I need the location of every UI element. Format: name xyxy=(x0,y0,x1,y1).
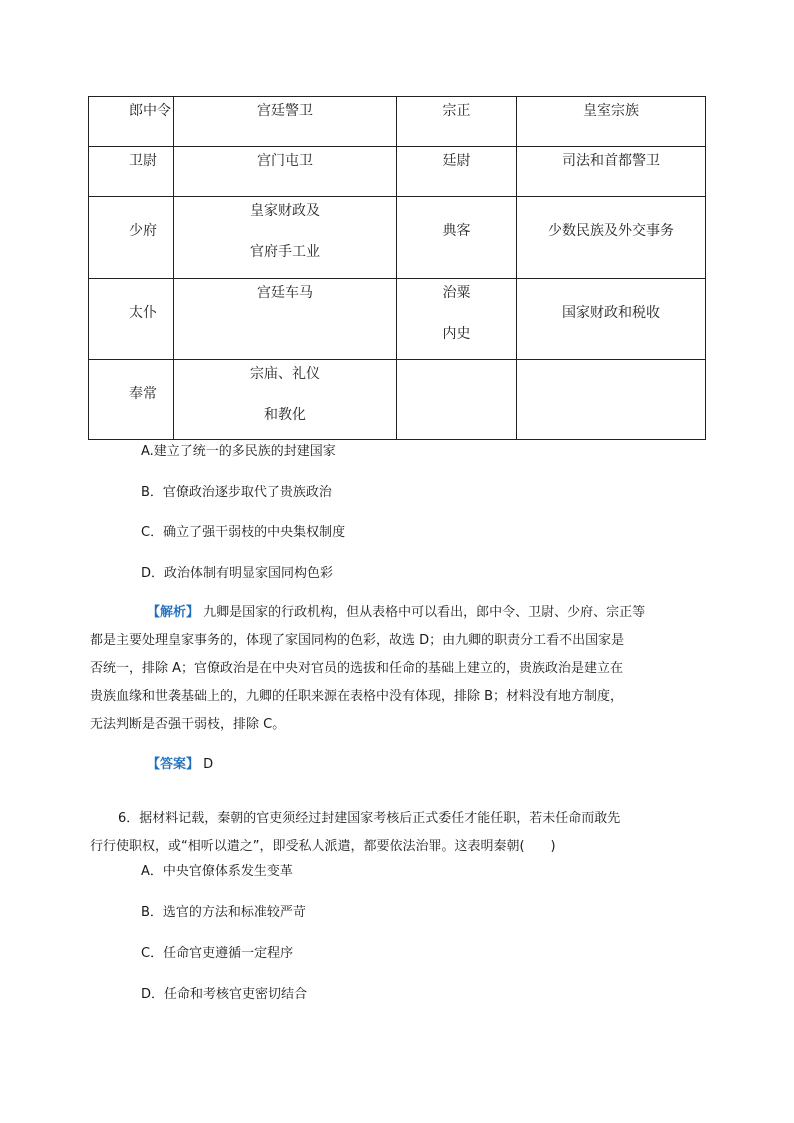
office-name-cell: 典客 xyxy=(397,197,517,279)
analysis-line-4: 贵族血缘和世袭基础上的，九卿的任职来源在表格中没有体现，排除 B；材料没有地方制度， xyxy=(90,689,624,704)
nine-ministers-table xyxy=(88,96,706,440)
office-name-cell: 卫尉 xyxy=(89,147,174,197)
office-name-cell: 少府 xyxy=(89,197,174,279)
q6-option-b: B．选官的方法和标准较严苛 xyxy=(141,905,306,920)
duty-cell: 国家财政和税收 xyxy=(517,279,706,360)
q6-line-1: 6．据材料记载，秦朝的官吏须经过封建国家考核后正式委任才能任职，若未任命而敢先 xyxy=(118,811,621,826)
q5-option-b: B．官僚政治逐步取代了贵族政治 xyxy=(141,485,332,500)
duty-cell: 宗庙、礼仪 和教化 xyxy=(174,360,397,440)
q5-option-d: D．政治体制有明显家国同构色彩 xyxy=(141,566,334,581)
table-row xyxy=(89,360,706,440)
duty-cell: 少数民族及外交事务 xyxy=(517,197,706,279)
office-name-cell: 宗正 xyxy=(397,97,517,147)
answer-line xyxy=(117,751,707,779)
duty-cell xyxy=(517,360,706,440)
table-row xyxy=(89,97,706,147)
office-name-cell: 郎中令 xyxy=(89,97,174,147)
q6-option-c: C．任命官吏遵循一定程序 xyxy=(141,946,294,961)
office-name-cell: 太仆 xyxy=(89,279,174,360)
q5-option-c: C．确立了强干弱枝的中央集权制度 xyxy=(141,525,346,540)
analysis-line-1: 【解析】 九卿是国家的行政机构，但从表格中可以看出，郎中令、卫尉、少府、宗正等 xyxy=(147,605,646,620)
office-name-cell xyxy=(397,360,517,440)
analysis-tag: 【解析】 xyxy=(147,605,200,620)
duty-cell: 皇室宗族 xyxy=(517,97,706,147)
duty-cell: 皇家财政及 官府手工业 xyxy=(174,197,397,279)
table-row xyxy=(89,197,706,279)
duty-cell: 司法和首都警卫 xyxy=(517,147,706,197)
duty-cell: 宫廷车马 xyxy=(174,279,397,360)
q5-option-a: A.建立了统一的多民族的封建国家 xyxy=(141,444,336,459)
office-name-cell: 治粟 内史 xyxy=(397,279,517,360)
table-row xyxy=(89,147,706,197)
analysis-line-5: 无法判断是否强干弱枝，排除 C。 xyxy=(90,717,286,732)
answer-tag: 【答案】 xyxy=(147,757,200,772)
duty-cell: 宫廷警卫 xyxy=(174,97,397,147)
duty-cell: 宫门屯卫 xyxy=(174,147,397,197)
office-name-cell: 廷尉 xyxy=(397,147,517,197)
analysis-paragraph xyxy=(90,599,707,739)
analysis-line-2: 都是主要处理皇家事务的，体现了家国同构的色彩，故选 D；由九卿的职责分工看不出国家是 xyxy=(90,633,625,648)
analysis-line-3: 否统一，排除 A；官僚政治是在中央对官员的选拔和任命的基础上建立的，贵族政治是建立在 xyxy=(90,661,624,676)
answer-value: D xyxy=(203,757,214,772)
question-6-stem xyxy=(90,805,710,861)
table-row xyxy=(89,279,706,360)
q6-option-d: D．任命和考核官吏密切结合 xyxy=(141,987,308,1002)
q6-line-2: 行行使职权，或“相听以遣之”，即受私人派遣，都要依法治罪。这表明秦朝( ) xyxy=(90,839,556,854)
q6-option-a: A．中央官僚体系发生变革 xyxy=(141,864,293,879)
office-name-cell: 奉常 xyxy=(89,360,174,440)
